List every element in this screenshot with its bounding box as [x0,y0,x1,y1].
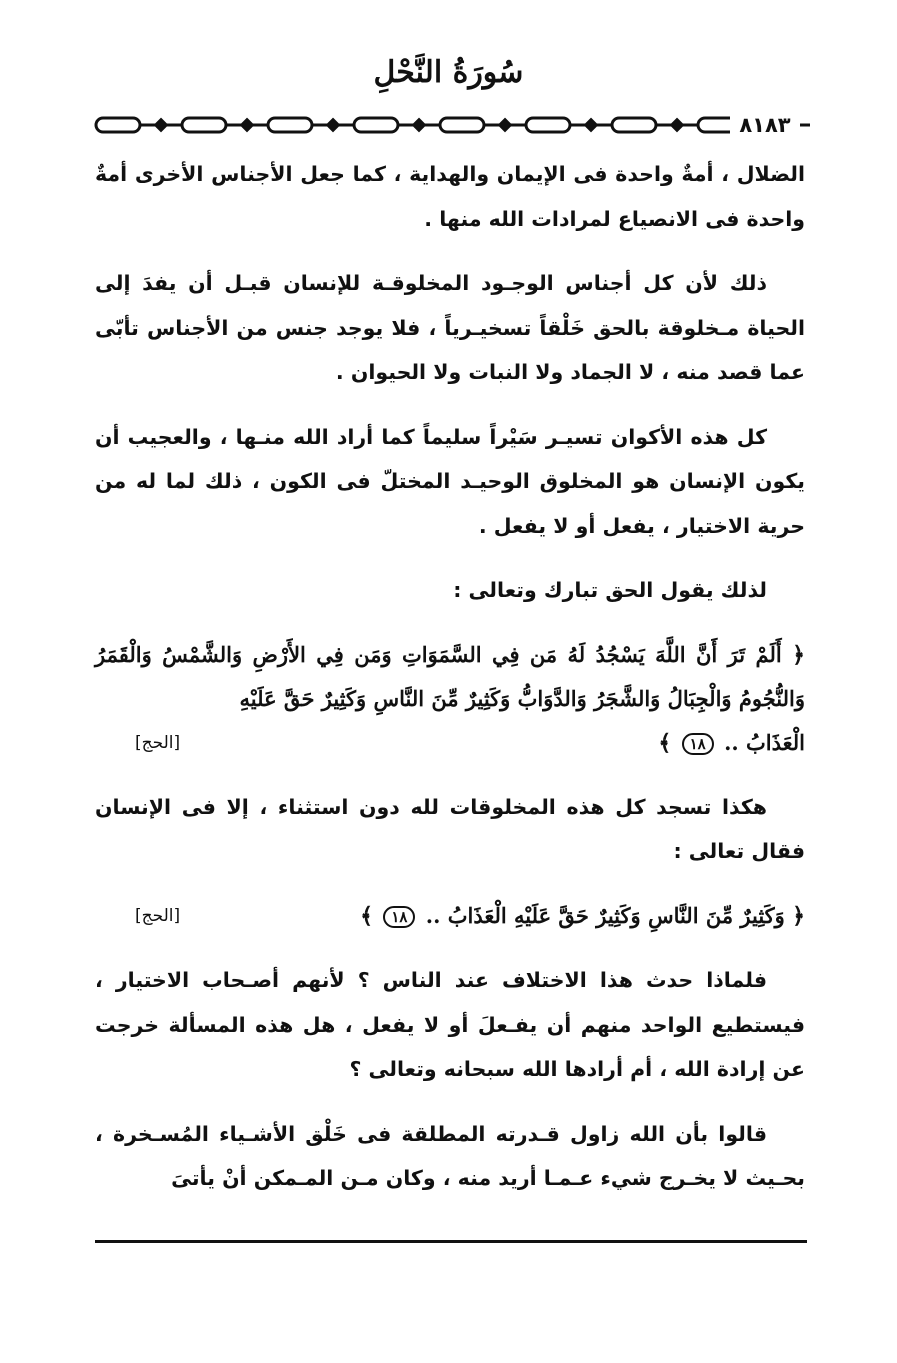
page-number: ٨١٨٣ [730,113,800,137]
surah-reference: [الحج] [135,905,181,926]
paragraph: كل هذه الأكوان تسيـر سَيْراً سليماً كما أراد الله منـها ، والعجيب أن يكون الإنسان هو المخلوق الوحيـد المختلّ فى الكون ، ذلك لما له من حرية الاختيار ، يفعل أو لا يفعل . [95,424,805,538]
verse-close-bracket: ﴾ [360,902,374,929]
quran-verse [95,894,805,939]
footer-rule [95,1240,807,1243]
body-text [95,152,805,1221]
verse-end-line [95,721,805,765]
verse-text-end: الْعَذَابُ .. [724,729,805,755]
verse-text: أَلَمْ تَرَ أَنَّ اللَّهَ يَسْجُدُ لَهُ مَن فِي السَّمَوَاتِ وَمَن فِي الأَرْضِ وَالشَّمْسُ وَالْقَمَرُ وَالنُّجُومُ وَالْجِبَالُ وَالشَّجَرُ وَالدَّوَابُّ وَكَثِيرٌ مِّنَ النَّاسِ وَكَثِيرٌ حَقَّ عَلَيْهِ [95,641,805,711]
verse-open-bracket: ﴿ [792,902,805,929]
verse-close-bracket: ﴾ [658,729,672,756]
paragraph: الضلال ، أمةٌ واحدة فى الإيمان والهداية ، كما جعل الأجناس الأخرى أمةٌ واحدة فى الانصياع لمرادات الله منها . [95,162,805,231]
quran-verse [95,633,805,765]
paragraph: لذلك يقول الحق تبارك وتعالى : [453,578,767,602]
surah-reference: [الحج] [135,732,181,753]
paragraph: قالوا بأن الله زاول قـدرته المطلقة فى خَلْق الأشـياء المُسـخرة ، بحـيث لا يخـرج شيء عـمـا أريد منه ، وكان مـن المـمكن أنْ يأتىَ [95,1121,805,1190]
paragraph: فلماذا حدث هذا الاختلاف عند الناس ؟ لأنهم أصـحاب الاختيار ، فيستطيع الواحد منهم أن يفـعلَ أو لا يفعل ، هل هذه المسألة خرجت عن إرادة الله ، أم أرادها الله سبحانه وتعالى ؟ [95,968,805,1081]
paragraph: ذلك لأن كل أجناس الوجـود المخلوقـة للإنسان قبـل أن يفدَ إلى الحياة مـخلوقة بالحق خَلْقاً تسخيـرياً ، فلا يوجد جنس من الأجناس تأبّى عما قصد منه ، لا الجماد ولا النبات ولا الحيوان . [95,271,805,384]
surah-title: سُورَةُ النَّحْلِ [373,55,524,90]
verse-open-bracket: ﴿ [792,641,805,668]
paragraph: هكذا تسجد كل هذه المخلوقات لله دون استثناء ، إلا فى الإنسان فقال تعالى : [95,794,805,863]
ayah-number-badge: ١٨ [682,733,714,755]
verse-text: وَكَثِيرٌ مِّنَ النَّاسِ وَكَثِيرٌ حَقَّ عَلَيْهِ الْعَذَابُ .. [425,902,785,928]
ayah-number-badge: ١٨ [383,906,415,928]
ornamental-header-border [92,112,814,138]
